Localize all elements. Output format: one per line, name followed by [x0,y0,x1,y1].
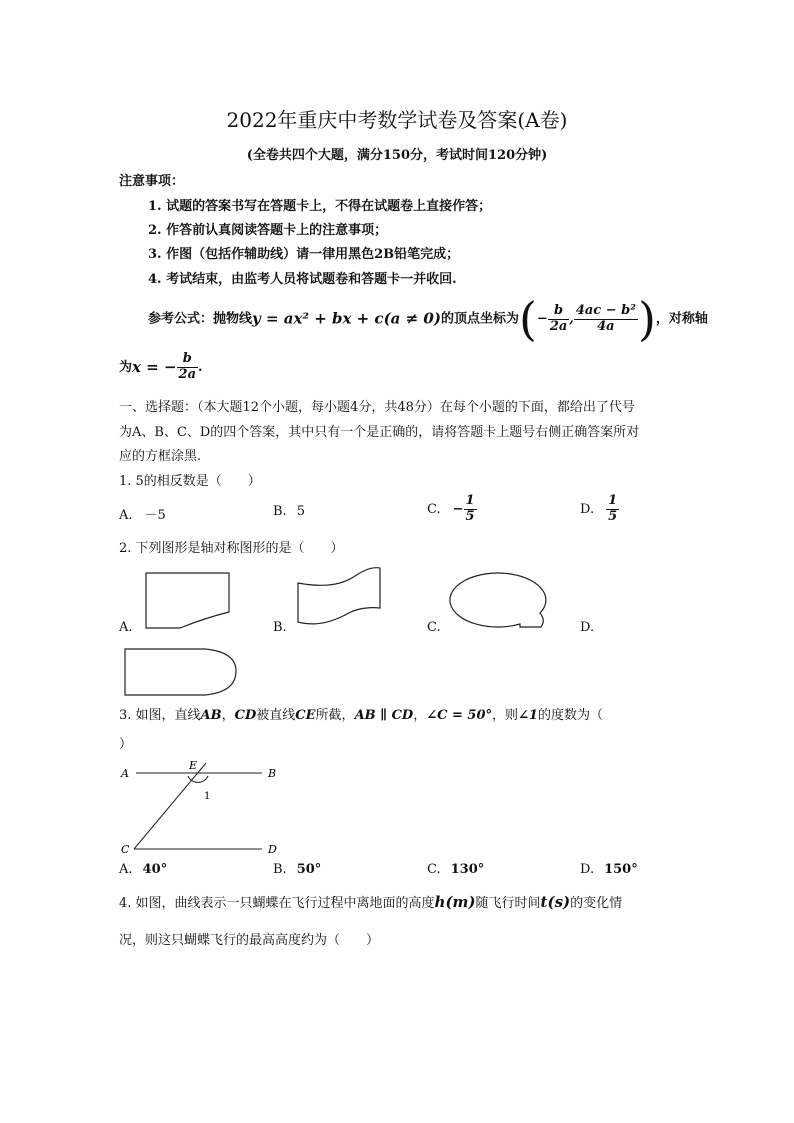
option-label: C. [427,501,441,517]
fraction-numerator: 1 [465,493,475,508]
note-item: 4. 考试结束，由监考人员将试题卷和答题卡一并收回. [148,272,457,287]
point-c-label: C [121,843,130,856]
note-item: 2. 作答前认真阅读答题卡上的注意事项； [148,223,388,238]
q3-text: 被直线 [256,708,296,723]
point-d-label: D [268,843,277,856]
vertex-x-sign: − [536,311,548,327]
q3-text: ， [413,708,427,723]
parallel-condition: AB ∥ CD [354,708,414,723]
q2-option-b: B. [273,620,287,635]
line-ce-drawing [134,763,206,849]
axis-prefix: 为 [119,359,133,375]
q4-text: 随飞行时间 [475,896,541,911]
point-b-label: B [268,767,277,780]
section-intro: 一、选择题：（本大题12个小题，每小题4分，共48分）在每个小题的下面，都给出了代号 [119,400,635,415]
height-variable: h(m) [434,893,476,911]
angle-1: ∠1 [518,708,538,723]
q4-text: 4. 如图，曲线表示一只蝴蝶在飞行过程中离地面的高度 [119,896,435,911]
vertex-x-numerator: b [548,304,569,320]
left-paren: ( [518,292,537,346]
page-title: 2022年重庆中考数学试卷及答案(A卷) [226,108,568,132]
option-value: 150° [604,862,638,877]
point-a-label: A [121,767,129,780]
option-label: C. [427,862,441,877]
option-sign: − [452,501,464,517]
option-label: A. [119,508,133,523]
option-value: 130° [450,862,485,877]
vertex-x-denominator: 2a [549,318,568,334]
note-item: 3. 作图（包括作辅助线）请一律用黑色2B铅笔完成； [148,247,460,262]
option-label: A. [119,862,133,877]
q4-text: 的变化情 [570,896,623,911]
line-ab: AB [200,708,222,723]
axis-equation: x = − [132,357,177,376]
axis-numerator: b [177,352,198,368]
question-4-stem [119,893,622,913]
section-intro: 为A、B、C、D的四个答案，其中只有一个是正确的，请将答题卡上题号右侧正确答案所对 [119,425,640,440]
formula-mid: 的顶点坐标为 [440,311,519,327]
question-3-stem-end: ） [119,737,133,752]
option-label: D. [580,862,595,877]
angle-1-label: 1 [204,791,211,802]
q3-option-d [580,862,638,877]
line-ce: CE [295,708,316,723]
option-value: 50° [296,862,322,877]
time-variable: t(s) [540,893,571,911]
option-label: B. [273,504,287,519]
q3-option-b [273,862,321,877]
notes-heading: 注意事项： [119,174,185,189]
vertex-y-numerator: 4ac − b² [575,302,636,318]
note-item: 1. 试题的答案书写在答题卡上，不得在试题卷上直接作答； [148,199,492,214]
q3-text: 的度数为（ [537,708,603,723]
right-paren: ) [637,292,656,346]
option-label: B. [273,862,287,877]
option-value: 40° [142,862,168,877]
formula-suffix: ，对称轴 [655,311,708,327]
q3-text: ， [221,708,235,723]
formula-prefix: 参考公式：抛物线 [148,311,253,327]
point-e-label: E [189,759,198,772]
question-1-stem: 1. 5的相反数是（ ） [119,474,261,489]
fraction-denominator: 5 [608,508,618,524]
vertex-comma: , [569,311,574,327]
q3-option-c [427,862,484,877]
q3-text: 3. 如图，直线 [119,708,201,723]
option-value: －5 [144,508,166,523]
axis-denominator: 2a [178,366,197,382]
q2-option-a: A. [119,620,133,635]
option-label: D. [580,501,595,517]
page-subtitle: (全卷共四个大题，满分150分，考试时间120分钟) [246,148,548,163]
fraction-numerator: 1 [608,493,618,508]
q2-option-d: D. [580,620,595,635]
fraction-denominator: 5 [465,508,475,524]
axis-end: . [198,359,203,375]
parabola-equation: y = ax² + bx + c(a ≠ 0) [252,309,441,328]
q3-option-a [119,862,167,877]
q3-text: 所截， [315,708,355,723]
question-4-stem-line2: 况，则这只蝴蝶飞行的最高高度约为（ ） [119,933,380,948]
section-intro: 应的方框涂黑. [119,449,202,464]
option-value: 5 [296,504,305,519]
q2-option-c: C. [427,620,441,635]
q3-text: ，则 [492,708,519,723]
vertex-y-denominator: 4a [597,318,615,334]
question-2-stem: 2. 下列图形是轴对称图形的是（ ） [119,541,344,556]
angle-c-condition: ∠C = 50° [426,708,492,723]
line-cd: CD [234,708,257,723]
